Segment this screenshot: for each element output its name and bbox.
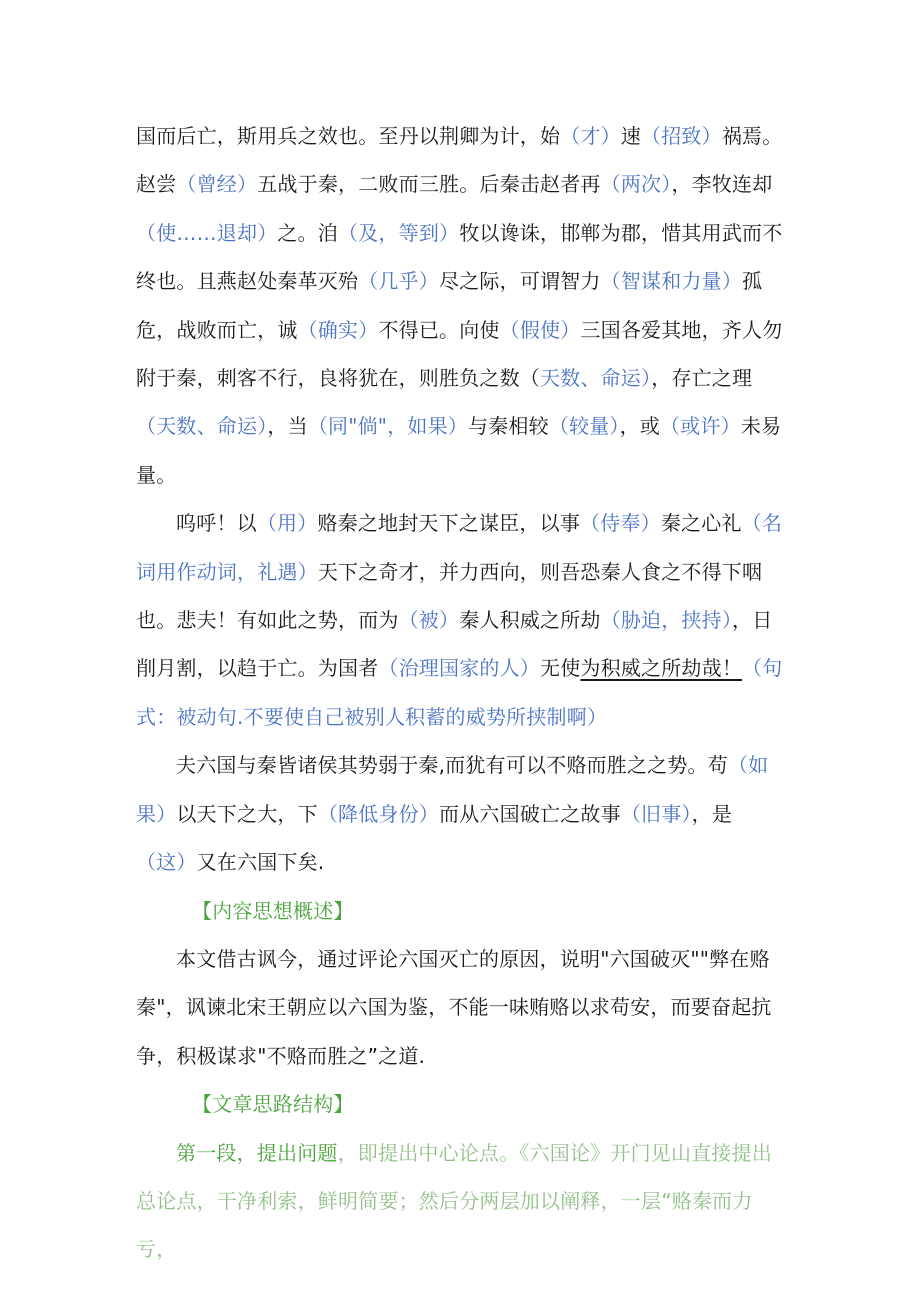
underlined-text: 为积威之所劫哉！ (580, 656, 743, 681)
annotation-text: （如果） (136, 753, 769, 826)
annotation-text: （胁迫，挟持） (600, 608, 733, 633)
body-text: 之。洎 (277, 220, 339, 245)
annotation-text: （两次） (600, 172, 672, 197)
body-text: ，即提出中心论点。《六国论》开门见山直接提出总论点，干净利索，鲜明简要；然后分两层加以阐释，一层“赂秦而力亏， (136, 1140, 773, 1262)
body-text: 以天下之大，下 (176, 801, 318, 826)
body-text: 速 (620, 124, 642, 148)
body-text: 三国各爱其地，齐人勿附于秦，刺客不行，良将犹在，则胜负之数（ (136, 317, 783, 391)
document-page (136, 112, 786, 1274)
body-text: 【内容思想概述】 (192, 898, 354, 923)
body-text: 不得已。向使 (378, 317, 500, 342)
body-text: 与秦相较 (468, 414, 549, 439)
paragraph (136, 1129, 786, 1274)
annotation-text: （降低身份） (317, 801, 440, 826)
annotation-text: （侍奉） (580, 511, 661, 536)
body-text: 五战于秦，二败而三胜。后秦击赵者再 (257, 172, 601, 197)
section-heading (136, 1080, 786, 1128)
annotation-text: （才） (560, 124, 621, 148)
paragraph (136, 741, 786, 886)
body-text: 夫六国与秦皆诸侯其势弱于秦,而犹有可以不赂而胜之之势。苟 (176, 753, 728, 778)
annotation-text: （智谋和力量） (600, 269, 743, 294)
body-text: 天下之奇才，并力西向，则吾恐秦人食之不得下咽也。悲夫！有如此之势，而为 (136, 559, 763, 633)
body-text: 而从六国破亡之故事 (439, 801, 621, 826)
paragraph (136, 935, 786, 1080)
annotation-text: （较量） (548, 414, 620, 439)
body-text: ，当 (267, 414, 308, 439)
annotation-text: （几乎） (358, 269, 440, 294)
body-text: ，或 (619, 414, 661, 439)
body-text: 第一段，提出问题 (176, 1140, 338, 1165)
body-text: 无使 (540, 656, 581, 681)
body-text: 未易量。 (136, 414, 782, 487)
body-text: 秦之心礼 (660, 511, 742, 536)
annotation-text: （同"倘"，如果） (307, 414, 469, 439)
body-text: 赂秦之地封天下之谋臣，以事 (317, 511, 581, 536)
annotation-text: （假使） (499, 317, 581, 342)
annotation-text: （招致） (641, 124, 722, 148)
annotation-text: 天数、命运） (540, 366, 652, 391)
annotation-text: （或许） (660, 414, 741, 439)
body-text: ，是 (691, 801, 733, 826)
annotation-text: （及，等到） (338, 220, 460, 245)
body-text: ，存亡之理 (651, 366, 753, 391)
annotation-text: （名词用作动词，礼遇） (136, 511, 783, 584)
body-text: 又在六国下矣. (196, 850, 325, 875)
annotation-text: （这） (136, 850, 197, 875)
annotation-text: （确实） (297, 317, 379, 342)
body-text: 尽之际，可谓智力 (439, 269, 601, 294)
annotation-text: （天数、命运） (136, 414, 268, 439)
annotation-text: （句式：被动句.不要使自己被别人积蓄的威势所挟制啊） (136, 656, 783, 729)
paragraph (136, 499, 786, 741)
body-text: 孤危，战败而亡，诚 (136, 269, 763, 342)
body-text: 祸焉。赵尝 (136, 124, 783, 197)
body-text: 呜呼！以 (176, 511, 257, 536)
annotation-text: （旧事） (620, 801, 692, 826)
body-text: 国而后亡，斯用兵之效也。至丹以荆卿为计，始 (136, 124, 561, 148)
body-text: ，日削月割，以趋于亡。为国者 (136, 608, 773, 681)
body-text: 【文章思路结构】 (192, 1092, 354, 1117)
annotation-text: （用） (256, 511, 318, 536)
body-text: ，李牧连却 (671, 172, 773, 197)
body-text: 本文借古讽今，通过评论六国灭亡的原因，说明"六国破灭""弊在赂秦"，讽谏北宋王朝应以六国为鉴，不能一味贿赂以求苟安，而要奋起抗争，积极谋求"不赂而胜之”之道. (136, 946, 772, 1068)
section-heading (136, 887, 786, 935)
annotation-text: （治理国家的人） (378, 656, 541, 681)
annotation-text: （使……退却） (136, 220, 278, 245)
body-text: 牧以谗诛，邯郸为郡，惜其用武而不终也。且燕赵处秦革灭殆 (136, 220, 783, 294)
paragraph (136, 112, 786, 499)
body-text: 秦人积威之所劫 (459, 608, 601, 633)
annotation-text: （曾经） (176, 172, 258, 197)
annotation-text: （被） (398, 608, 460, 633)
